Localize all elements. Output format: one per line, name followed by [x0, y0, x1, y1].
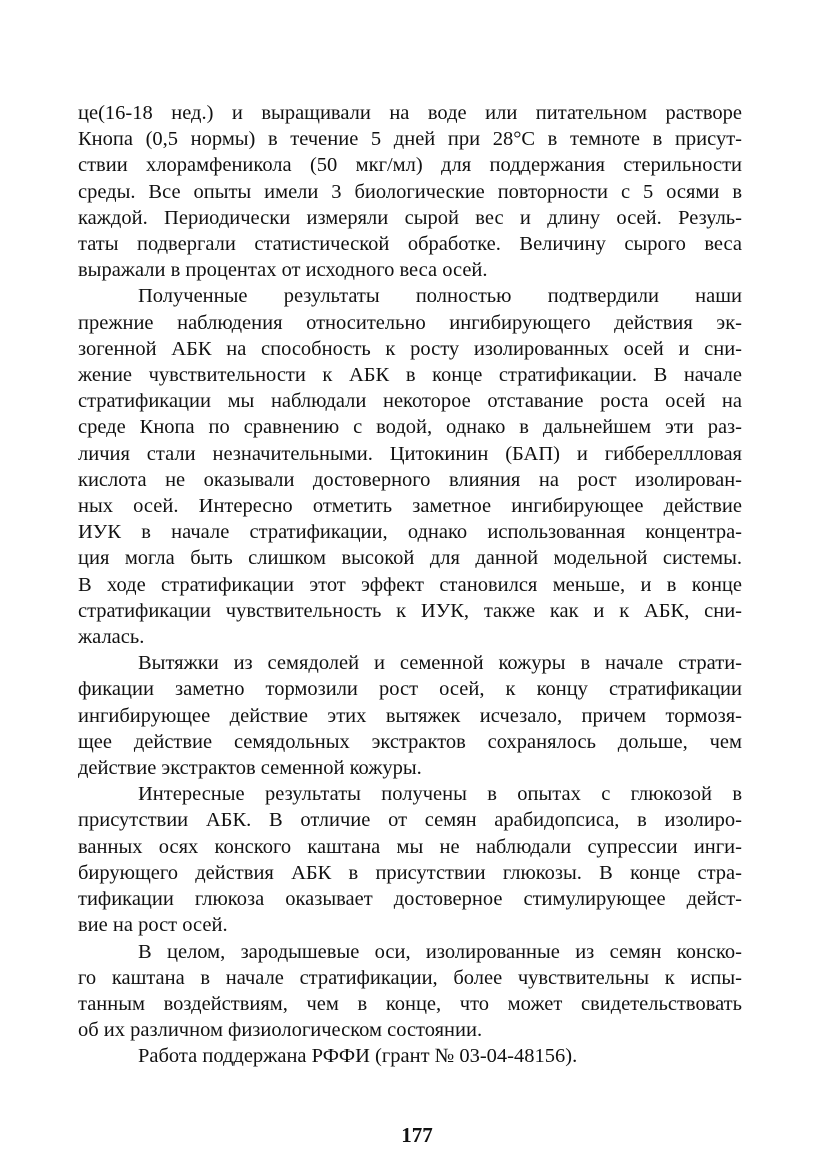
text-line: ствии хлорамфеникола (50 мкг/мл) для поддержания стерильности: [78, 154, 742, 177]
text-line: стратификации чувствительность к ИУК, также как и к АБК, сни-: [78, 599, 742, 622]
text-line: це(16-18 нед.) и выращивали на воде или питательном растворе: [78, 102, 742, 124]
paragraph-glucose: [78, 781, 742, 938]
text-line: таты подвергали статистической обработке. Величину сырого веса: [78, 233, 742, 256]
paragraph-methods: [78, 100, 742, 283]
text-line: Интересные результаты получены в опытах с глюкозой в: [138, 783, 742, 806]
text-line: вие на рост осей.: [78, 914, 228, 937]
text-line: ция могла быть слишком высокой для данной модельной системы.: [78, 547, 742, 570]
text-line: фикации заметно тормозили рост осей, к концу стратификации: [78, 678, 742, 701]
text-line: Вытяжки из семядолей и семенной кожуры в начале страти-: [138, 652, 742, 675]
text-line: кислота не оказывали достоверного влияния на рост изолирован-: [78, 468, 742, 491]
body-text: [78, 100, 742, 1070]
text-line: Кнопа (0,5 нормы) в течение 5 дней при 28°С в темноте в присут-: [78, 128, 742, 151]
paragraph-conclusion: [78, 939, 742, 1044]
text-line: тификации глюкоза оказывает достоверное стимулирующее дейст-: [78, 888, 742, 911]
paragraph-acknowledgement: [78, 1043, 742, 1069]
paragraph-extracts: [78, 650, 742, 781]
text-line: личия стали незначительными. Цитокинин (БАП) и гиббереллловая: [78, 442, 742, 465]
text-line: присутствии АБК. В отличие от семян арабидопсиса, в изолиро-: [78, 809, 742, 832]
text-line: го каштана в начале стратификации, более чувствительны к испы-: [78, 966, 742, 989]
page-number: 177: [401, 1123, 433, 1147]
text-line: ванных осях конского каштана мы не наблюдали супрессии инги-: [78, 835, 742, 858]
text-line: Работа поддержана РФФИ (грант № 03-04-48156).: [138, 1045, 578, 1068]
text-line: жалась.: [78, 626, 145, 649]
text-line: выражали в процентах от исходного веса осей.: [78, 259, 488, 282]
text-line: стратификации мы наблюдали некоторое отставание роста осей на: [78, 390, 742, 413]
text-line: об их различном физиологическом состоянии.: [78, 1019, 483, 1042]
text-line: Полученные результаты полностью подтвердили наши: [138, 285, 742, 308]
text-line: танным воздействиям, чем в конце, что может свидетельствовать: [78, 992, 742, 1015]
text-line: ингибирующее действие этих вытяжек исчезало, причем тормозя-: [78, 704, 742, 727]
paragraph-results: [78, 283, 742, 650]
text-line: среде Кнопа по сравнению с водой, однако в дальнейшем эти раз-: [78, 416, 742, 439]
text-line: бирующего действия АБК в присутствии глюкозы. В конце стра-: [78, 861, 742, 884]
text-line: среды. Все опыты имели 3 биологические повторности с 5 осями в: [78, 180, 742, 203]
text-line: действие экстрактов семенной кожуры.: [78, 757, 422, 780]
text-line: зогенной АБК на способность к росту изолированных осей и сни-: [78, 337, 742, 360]
text-line: каждой. Периодически измеряли сырой вес и длину осей. Резуль-: [78, 206, 742, 229]
text-line: В целом, зародышевые оси, изолированные из семян конско-: [138, 940, 742, 963]
text-line: жение чувствительности к АБК в конце стратификации. В начале: [78, 364, 742, 387]
text-line: щее действие семядольных экстрактов сохранялось дольше, чем: [78, 730, 742, 753]
text-line: ИУК в начале стратификации, однако использованная концентра-: [78, 521, 742, 544]
text-line: прежние наблюдения относительно ингибирующего действия эк-: [78, 311, 742, 334]
text-line: В ходе стратификации этот эффект становился меньше, и в конце: [78, 573, 742, 596]
text-line: ных осей. Интересно отметить заметное ингибирующее действие: [78, 495, 742, 518]
